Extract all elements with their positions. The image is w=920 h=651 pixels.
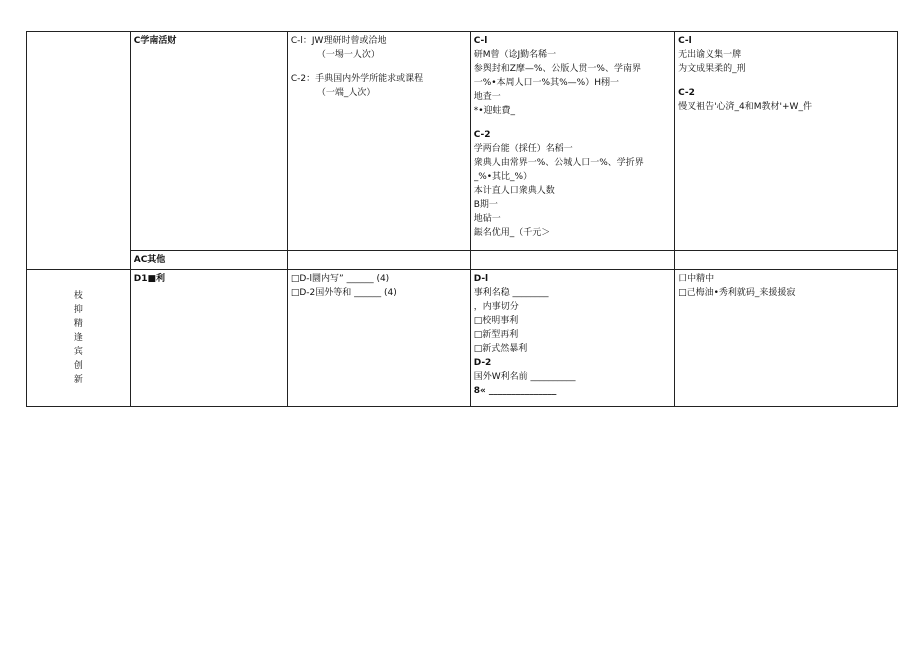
side-label-char: 枝 xyxy=(73,291,83,301)
cell-d-results xyxy=(675,270,898,407)
cell-c-results xyxy=(675,32,898,251)
detail-c2-line: 学两台能（採任）名稻一 xyxy=(473,144,573,154)
cell-ac-empty xyxy=(675,251,898,270)
row-ac xyxy=(27,251,898,270)
detail-c2-line: 地砧一 xyxy=(473,214,501,224)
detail-c1-line: 地査一 xyxy=(473,92,501,102)
patent-label: D1■利 xyxy=(133,274,165,284)
detail-d2-heading: D-2 xyxy=(473,358,492,368)
detail-d-line: 事利名稳 ________ xyxy=(473,288,549,298)
detail-c2-line: B期一 xyxy=(473,200,498,210)
detail-c2-line: 鋠名优用_（千元＞ xyxy=(473,228,551,238)
cell-ac-category xyxy=(130,251,287,270)
row-c xyxy=(27,32,898,251)
detail-d-checkbox-line: □新式然暴利 xyxy=(473,344,528,354)
side-label-char: 创 xyxy=(73,361,83,371)
item-d1: □D-l圜内写” ______ (4) xyxy=(290,274,390,284)
item-c2-line1: C-2：手典国内外学所能求或课程 xyxy=(290,74,424,84)
detail-c2-heading: C-2 xyxy=(473,130,491,140)
detail-c1-line: *•迎蛀費_ xyxy=(473,106,515,116)
side-label xyxy=(27,270,131,407)
side-label-char: 宾 xyxy=(73,347,83,357)
form-table xyxy=(26,31,898,407)
detail-c2-line: 本计直人口衆典人数 xyxy=(473,186,555,196)
item-c1-line2: （一埸一人次） xyxy=(316,50,380,60)
cell-c-items xyxy=(287,32,470,251)
detail-c2-line: _%•其比_%） xyxy=(473,172,533,182)
other-label: AC其他 xyxy=(133,255,166,265)
result-c1-heading: C-l xyxy=(678,36,692,46)
detail-d-line: ，内事切分 xyxy=(473,302,519,312)
detail-c1-heading: C-l xyxy=(473,36,488,46)
result-d-line: 口中精中 xyxy=(678,274,715,284)
result-c2-line: 慢叉袓告'心済_4和M教材'+W_件 xyxy=(678,102,812,112)
detail-c1-line: 一%•本周人口一%其%—%）H栩一 xyxy=(473,78,619,88)
result-c1-line: 无出谕义集一牌 xyxy=(678,50,742,60)
result-d-line: □己梅油•秀利就码_来援援寂 xyxy=(678,288,796,298)
cell-d-category xyxy=(130,270,287,407)
cell-d-details xyxy=(470,270,674,407)
side-label-char: 精 xyxy=(73,319,83,329)
detail-d-line: 国外W利名前 __________ xyxy=(473,372,576,382)
detail-d-checkbox-line: □新型再利 xyxy=(473,330,519,340)
detail-c1-line: 研M曾（谂J勤名稀一 xyxy=(473,50,557,60)
side-label-char: 抑 xyxy=(73,305,83,315)
item-c1-line1: C-l：JW理研时曾或洽地 xyxy=(290,36,387,46)
category-label: C学南活财 xyxy=(133,36,177,46)
detail-d1-heading: D-l xyxy=(473,274,489,284)
item-c2-line2: （一端_人次） xyxy=(316,88,376,98)
item-d2: □D-2国外等和 ______ (4) xyxy=(290,288,397,298)
cell-ac-empty xyxy=(470,251,674,270)
side-cell-empty xyxy=(27,32,131,270)
cell-ac-empty xyxy=(287,251,470,270)
detail-c1-line: 参舆封和Z摩—%、公版人贯一%、学南界 xyxy=(473,64,641,74)
detail-d-checkbox-line: □校明事利 xyxy=(473,316,519,326)
side-label-char: 逢 xyxy=(73,333,83,343)
row-d xyxy=(27,270,898,407)
cell-c-details xyxy=(470,32,674,251)
detail-c2-line: 衆典人由常界一%、公城人口一%、学折界 xyxy=(473,158,644,168)
cell-d-items xyxy=(287,270,470,407)
result-c2-heading: C-2 xyxy=(678,88,695,98)
cell-c-category xyxy=(130,32,287,251)
side-label-char: 新 xyxy=(73,375,83,385)
result-c1-line: 为文成果柔的_刑 xyxy=(678,64,746,74)
detail-d-line: 8« _______________ xyxy=(473,386,557,396)
